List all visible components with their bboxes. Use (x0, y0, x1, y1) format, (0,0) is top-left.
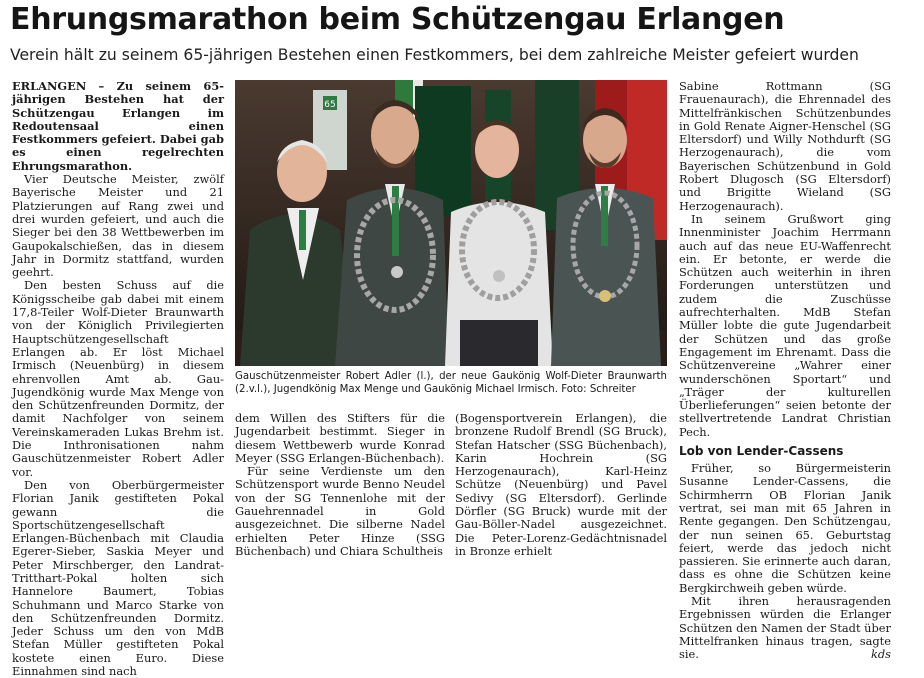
banner-number: 65 (324, 100, 336, 110)
body-paragraph: (Bogensportverein Erlangen), die bronzene Rudolf Brendl (SG Bruck), Stefan Hatscher (SSG Büchenbach), Karin Hochrein (SG Herzogenaurach), Karl-Heinz Schütze (Neuenbürg) und Pavel Sedivy (SG Eltersdorf). Gerlinde Dörfler (SG Bruck) wurde mit der Gau-Böller-Nadel ausgezeichnet. Die Peter-Lorenz-Gedächtnisnadel in Bronze erhielt (455, 411, 667, 558)
body-paragraph: Für seine Verdienste um den Schützensport wurde Benno Neudel von der SG Tennenlohe mit der Gauehrennadel in Gold ausgezeichnet. Die silberne Nadel erhielten Peter Hinze (SSG Büchenbach) und Chiara Schultheis (235, 464, 445, 558)
body-paragraph: Sabine Rottmann (SG Frauenaurach), die Ehrennadel des Mittelfränkischen Schützenbundes in Gold Renate Aigner-Henschel (SG Eltersdorf) und Willy Nothdurft (SG Herzogenaurach), die vom Bayerischen Schützenbund in Gold Robert Dlugosch (SG Eltersdorf) und Brigitte Wieland (SG Herzogenaurach). (679, 79, 891, 213)
subheadline: Verein hält zu seinem 65-jährigen Bestehen einen Festkommers, bei dem zahlreiche Meister gefeiert wurden (10, 46, 859, 64)
body-paragraph: Vier Deutsche Meister, zwölf Bayerische Meister und 21 Platzierungen auf Rang zwei und drei wurden gefeiert, und auch die Sieger bei den 38 Wettbewerben im Gaupokalschießen, das in diesem Jahr in Dormitz stattfand, wurden geehrt. (12, 172, 224, 280)
body-paragraph: Früher, so Bürgermeisterin Susanne Lender-Cassens, die Schirmherrn OB Florian Janik vertrat, sei man mit 65 Jahren in Rente gegangen. Den Schützengau, der nun seinen 65. Geburtstag feiert, werde das jedoch nicht passieren. Sie erinnerte auch daran, dass es ohne die Schützen keine Bergkirchweih geben würde. (679, 461, 891, 595)
body-paragraph: Den von Oberbürgermeister Florian Janik gestifteten Pokal gewann die Sportschützengesellschaft Erlangen-Büchenbach mit Claudia Egerer-Sieber, Saskia Meyer und Peter Mirschberger, den Landrat-Tritthart-Pokal holten sich Hannelore Baumert, Tobias Schuhmann und Marco Starke von den Schützenfreunden Dormitz. Jeder Schuss um den von MdB Stefan Müller gestifteten Pokal kostete einen Euro. Diese Einnahmen sind nach (12, 477, 224, 678)
body-paragraph: In seinem Grußwort ging Innenminister Joachim Herrmann auch auf das neue EU-Waffenrecht ein. Er betonte, er werde die Schützen auch weiterhin in ihren Forderungen unterstützen und zudem die Zuschüsse aufrechterhalten. MdB Stefan Müller lobte die gute Jugendarbeit der Schützen und das große Engagement im Ehrenamt. Dass die Schützenvereine „Wahrer einer wunderschönen Sportart“ und „Träger der kulturellen Überlieferungen“ seien betonte der stellvertretende Landrat Christian Pech. (679, 211, 891, 439)
body-paragraph: dem Willen des Stifters für die Jugendarbeit bestimmt. Sieger in diesem Wettbewerb wurde Konrad Meyer (SSG Erlangen-Büchenbach). (235, 411, 445, 465)
article-column-3 (455, 412, 667, 558)
author-signature: kds (870, 647, 891, 662)
article-column-1 (12, 80, 224, 678)
body-paragraph: Den besten Schuss auf die Königsscheibe gab dabei mit einem 17,8-Teiler Wolf-Dieter Braunwarth von der Königlich Privilegierten Hauptschützengesellschaft Erlangen ab. Er löst Michael Irmisch (Neuenbürg) in diesem ehrenvollen Amt ab. Gau-Jugendkönig wurde Max Menge von den Schützenfreunden Dormitz, der damit Nachfolger von seinem Vereinskameraden Lukas Brehm ist. Die Inthronisationen nahm Gauschützenmeister Robert Adler vor. (12, 278, 224, 479)
article-column-4 (679, 80, 891, 661)
photo-caption: Gauschützenmeister Robert Adler (l.), der neue Gaukönig Wolf-Dieter Braunwarth (2.v.l.), Jugendkönig Max Menge und Gaukönig Michael Irmisch. Foto: Schreiter (235, 371, 667, 396)
article-photo (235, 80, 667, 366)
headline: Ehrungsmarathon beim Schützengau Erlangen (10, 2, 785, 37)
lead-paragraph: ERLANGEN – Zu seinem 65-jährigen Bestehen hat der Schützengau Erlangen im Redoutensaal einen Festkommers gefeiert. Dabei gab es einen regelrechten Ehrungsmarathon. (12, 79, 224, 173)
body-paragraph (679, 595, 891, 661)
closing-text: Mit ihren herausragenden Ergebnissen würden die Erlanger Schützen den Namen der Stadt über Mittelfranken hinaus tragen, sagte sie. (679, 593, 891, 662)
section-subheading: Lob von Lender-Cassens (679, 444, 844, 459)
article-column-2 (235, 412, 445, 558)
